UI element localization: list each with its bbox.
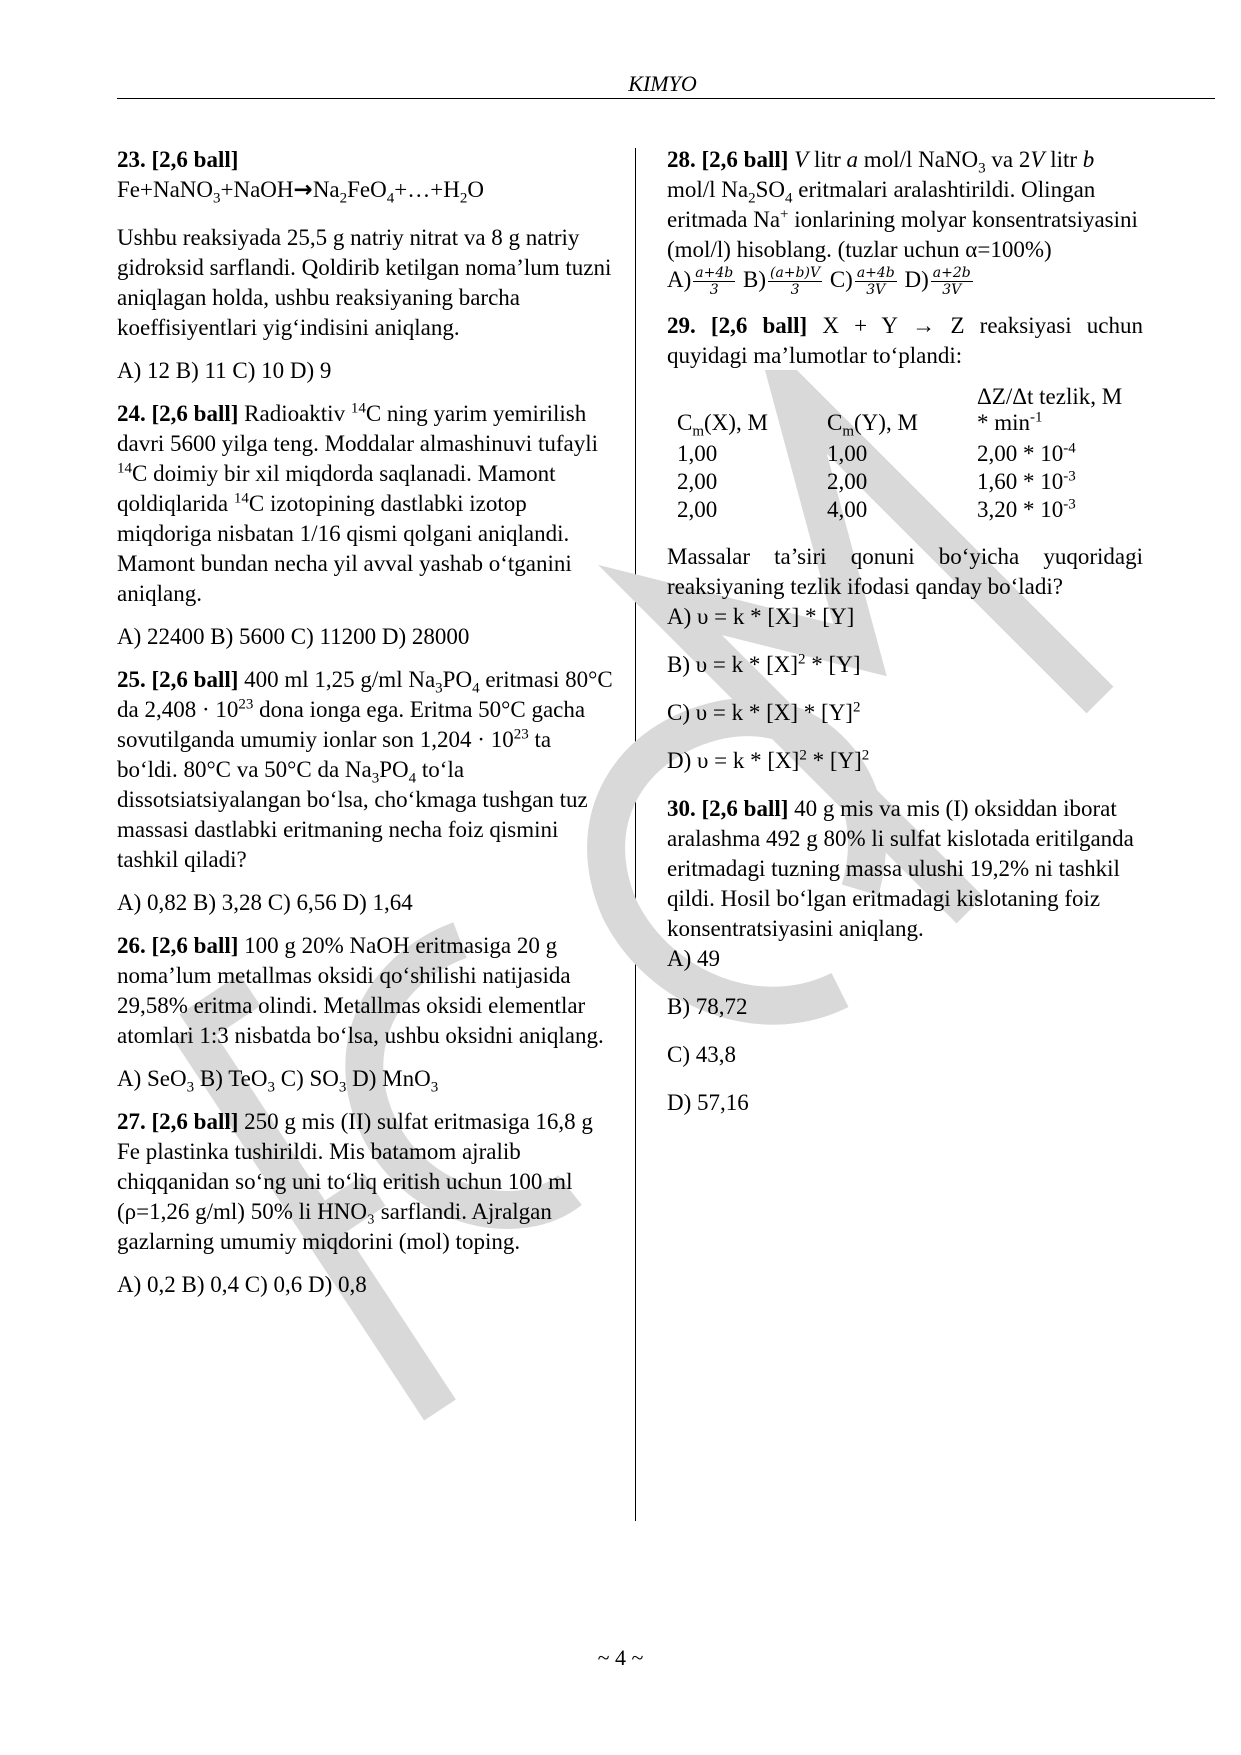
fraction: $\frac{a+4b}{3V}$ [856,265,895,299]
answer-option: B) $\upsilon = k * [X]^2 * [Y]$ [667,651,861,678]
question-number: 28. [2,6 ball] [667,147,789,172]
column-divider [635,148,636,1521]
table-cell: $1,60 * 10^{-3}$ [977,468,1076,495]
kinetics-table [667,384,1143,524]
question-text: 26. [2,6 ball] 100 g 20% NaOH eritmasiga 20 g noma’lum metallmas oksidi qo‘shilishi natijasida 29,58% eritma olindi. Metallmas oksidi elementlar atomlari 1:3 nisbatda bo‘lsa, ushbu oksidni aniqlang. [117,933,604,1048]
table-cell: 4,00 [827,497,868,523]
question-number: 23. [2,6 ball] [117,147,239,172]
answer-options: A) 0,2 B) 0,4 C) 0,6 D) 0,8 [117,1272,367,1297]
question-number: 25. [2,6 ball] [117,667,239,692]
question-text: 30. [2,6 ball] 40 g mis va mis (I) oksiddan iborat aralashma 492 g 80% li sulfat kislotada eritilganda eritmadagi tuzning massa ulushi 19,2% ni tashkil qildi. Hosil bo‘lgan eritmadagi kislotaning foiz konsentratsiyasini aniqlang. [667,796,1134,942]
question-text: 24. [2,6 ball] Radioaktiv $^{14}$C ning yarim yemirilish davri 5600 yilga teng. Moddalar almashinuvi tufayli $^{14}$C doimiy bir xil miqdorda saqlanadi. Mamont qoldiqlarida $^{14}$C izotopining dastlabki izotop miqdoriga nisbatan 1/16 qismi qolgani aniqlandi. Mamont bundan necha yil avval yashab o‘tganini aniqlang. [117,400,598,606]
table-row [667,468,1143,496]
question-30 [667,794,1143,1118]
answer-option: D) 57,16 [667,1090,749,1116]
table-cell: 1,00 [827,441,868,467]
question-number: 26. [2,6 ball] [117,933,239,958]
answer-option: D) $\upsilon = k * [X]^2 * [Y]^2$ [667,747,870,774]
header-rule [117,98,1215,99]
question-25 [117,665,617,918]
reaction-equation: $Fe+NaNO_3+NaOH\to Na_2FeO_4+\dots+H_2O$ [117,177,484,207]
fraction: $\frac{(a+b)V}{3}$ [769,265,821,299]
right-column [667,145,1143,1136]
answer-option: A) υ = k * [X] * [Y] [667,604,855,630]
table-row [667,496,1143,524]
answer-option: A) 49 [667,946,721,972]
table-cell: 2,00 [677,469,718,495]
answer-options: A) 0,82 B) 3,28 C) 6,56 D) 1,64 [117,890,413,915]
column-header: $C_m(Y)$, M [827,410,918,440]
table-cell: 2,00 [677,497,718,523]
answer-option: C) 43,8 [667,1042,736,1068]
question-29 [667,311,1143,776]
page-header-title: KIMYO [628,71,697,96]
left-column [117,145,617,1313]
question-text: 29. [2,6 ball] X + Y → Z reaksiyasi uchun quyidagi ma’lumotlar to‘plandi: [667,313,1143,369]
answer-options: A) SeO$_3$ B) TeO$_3$ C) $SO_3$ D) MnO$_3$ [117,1066,439,1096]
question-subtext: Massalar ta’siri qonuni bo‘yicha yuqoridagi reaksiyaning tezlik ifodasi qanday bo‘ladi? [667,544,1143,600]
question-text: 25. [2,6 ball] 400 ml 1,25 g/ml $Na_3PO_4$ eritmasi 80°C da $2,408 \cdot 10^{23}$ dona ionga ega. Eritma 50°C gacha sovutilganda umumiy ionlar son $1,204 \cdot 10^{23}$ ta bo‘ldi. 80°C va 50°C da $Na_3PO_4$ to‘la dissotsiatsiyalangan bo‘lsa, cho‘kmaga tushgan tuz massasi dastlabki eritmaning necha foiz qismini tashkil qiladi? [117,667,613,872]
question-28 [667,145,1143,298]
answer-options: A) 12 B) 11 C) 10 D) 9 [117,358,332,383]
page-number: ~ 4 ~ [597,1645,644,1670]
table-cell: 2,00 [827,469,868,495]
table-row [667,440,1143,468]
question-text: 27. [2,6 ball] 250 g mis (II) sulfat eritmasiga 16,8 g Fe plastinka tushirildi. Mis batamom ajralib chiqqanidan so‘ng uni to‘liq eritish uchun 100 ml (ρ=1,26 g/ml) 50% li HNO₃ sarflandi. Ajralgan gazlarning umumiy miqdorini (mol) toping. [117,1109,593,1254]
question-number: 30. [2,6 ball] [667,796,789,822]
question-text: 28. [2,6 ball] V litr a mol/l NaNO$_3$ va 2V litr b mol/l $Na_2SO_4$ eritmalari aralashtirildi. Olingan eritmada Na+ ionlarining molyar konsentratsiyasini (mol/l) hisoblang. (tuzlar uchun α=100%) [667,147,1138,262]
fraction: $\frac{a+2b}{3V}$ [932,265,971,299]
question-23 [117,145,617,386]
question-24 [117,399,617,652]
table-cell: $3,20 * 10^{-3}$ [977,496,1076,523]
question-27 [117,1107,617,1300]
table-header-row [667,384,1143,440]
question-number: 27. [2,6 ball] [117,1109,239,1134]
column-header: $C_m(X)$, M [677,410,768,440]
table-cell: $2,00 * 10^{-4}$ [977,440,1076,467]
answer-option: B) 78,72 [667,994,748,1020]
answer-option: C) $\upsilon = k * [X] * [Y]^2$ [667,699,861,726]
fraction: $\frac{a+4b}{3}$ [695,265,734,299]
question-number: 24. [2,6 ball] [117,401,239,426]
question-26 [117,931,617,1094]
answer-options: A) 22400 B) 5600 C) 11200 D) 28000 [117,624,470,649]
question-text: Ushbu reaksiyada 25,5 g natriy nitrat va 8 g natriy gidroksid sarflandi. Qoldirib ketilgan noma’lum tuzni aniqlagan holda, ushbu reaksiyaning barcha koeffisiyentlari yig‘indisini aniqlang. [117,225,612,340]
answer-options: A) $\frac{a+4b}{3}$ B) $\frac{(a+b)V}{3}$ C) $\frac{a+4b}{3V}$ D) $\frac{a+2b}{3V}$ [667,265,971,299]
arrow-icon: → [293,177,313,203]
question-number: 29. [2,6 ball] [667,313,808,339]
table-cell: 1,00 [677,441,718,467]
column-header: ΔZ/Δt tezlik, M * $\min^{-1}$ [977,384,1123,436]
